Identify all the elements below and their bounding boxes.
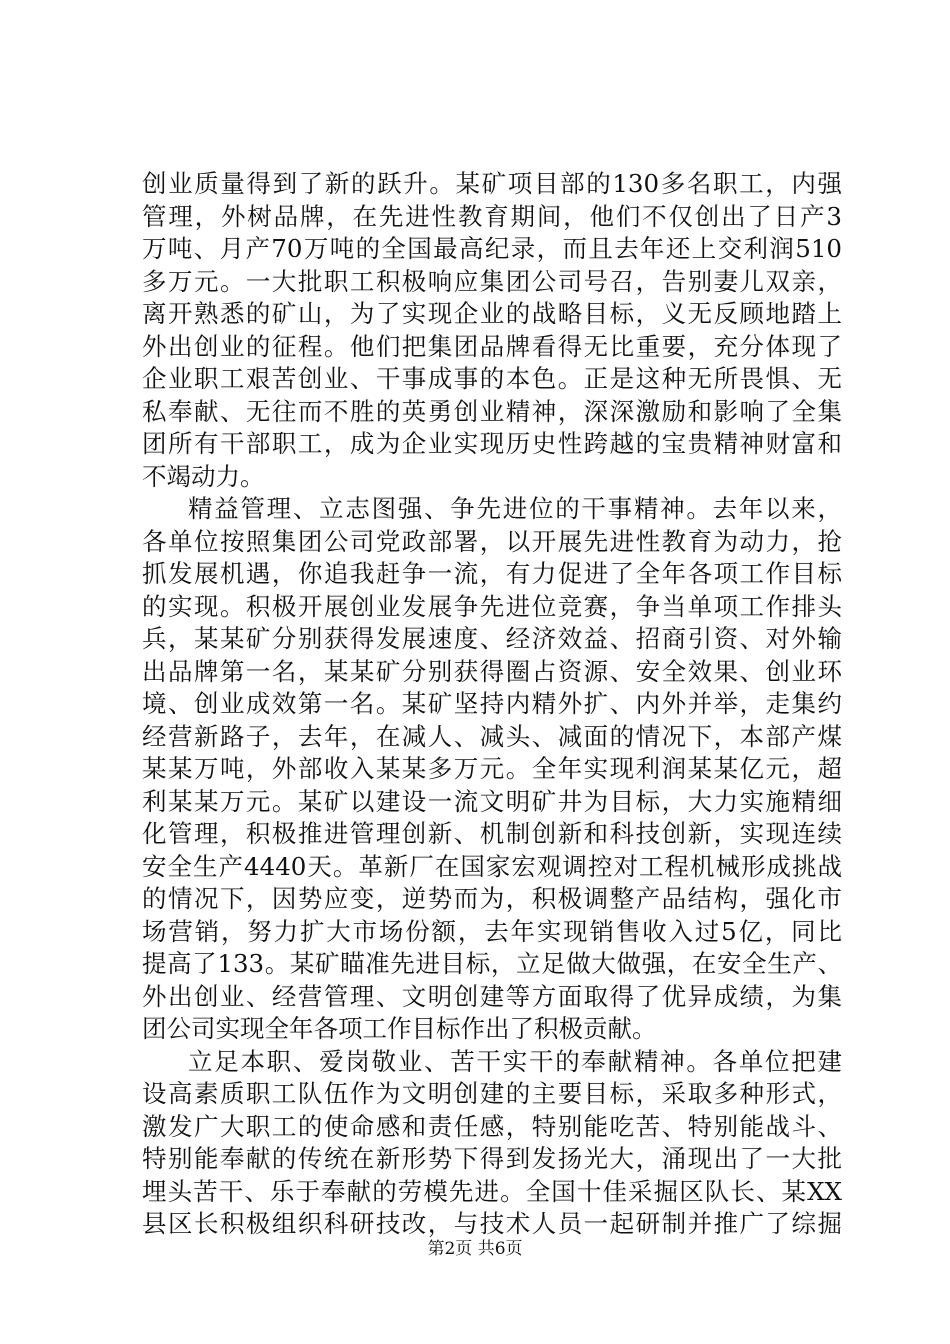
text-line: 私奉献、无往而不胜的英勇创业精神，深深激励和影响了全集 [142,396,842,426]
text-line: 特别能奉献的传统在新形势下得到发扬光大，涌现出了一大批 [142,1144,842,1173]
text-line: 不竭动力。 [142,461,265,491]
text-line: 企业职工艰苦创业、干事成事的本色。正是这种无所畏惧、无 [142,364,842,393]
paragraph [142,493,842,1046]
text-line: 外出创业的征程。他们把集团品牌看得无比重要，充分体现了 [142,331,842,361]
paragraph [142,168,842,493]
text-line: 创业质量得到了新的跃升。某矿项目部的130多名职工，内强 [142,169,842,198]
text-line: 管理，外树品牌，在先进性教育期间，他们不仅创出了日产3 [142,201,842,231]
document-body [142,168,842,1241]
text-line: 利某某万元。某矿以建设一流文明矿井为目标，大力实施精细 [142,786,842,816]
text-line: 抓发展机遇，你追我赶争一流，有力促进了全年各项工作目标 [142,559,842,588]
text-line: 的情况下，因势应变，逆势而为，积极调整产品结构，强化市 [142,884,842,913]
text-line: 精益管理、立志图强、争先进位的干事精神。去年以来， [188,494,842,523]
text-line: 激发广大职工的使命感和责任感，特别能吃苦、特别能战斗、 [142,1111,842,1141]
text-line: 外出创业、经营管理、文明创建等方面取得了优异成绩，为集 [142,981,842,1011]
text-line: 安全生产4440天。革新厂在国家宏观调控对工程机械形成挑战 [142,851,842,881]
text-line: 化管理，积极推进管理创新、机制创新和科技创新，实现连续 [142,819,842,848]
text-line: 出品牌第一名，某某矿分别获得圈占资源、安全效果、创业环 [142,656,842,686]
text-line: 多万元。一大批职工积极响应集团公司号召，告别妻儿双亲， [142,266,842,296]
text-line: 提高了133。某矿瞄准先进目标，立足做大做强，在安全生产、 [142,949,842,978]
text-line: 万吨、月产70万吨的全国最高纪录，而且去年还上交利润510 [142,234,842,263]
text-line: 境、创业成效第一名。某矿坚持内精外扩、内外并举，走集约 [142,689,842,718]
text-line: 立足本职、爱岗敬业、苦干实干的奉献精神。各单位把建 [188,1046,842,1076]
page-footer: 第2页 共6页 [427,1239,523,1259]
text-line: 某某万吨，外部收入某某多万元。全年实现利润某某亿元，超 [142,754,842,783]
text-line: 团所有干部职工，成为企业实现历史性跨越的宝贵精神财富和 [142,429,842,458]
text-line: 团公司实现全年各项工作目标作出了积极贡献。 [142,1014,657,1043]
text-line: 设高素质职工队伍作为文明创建的主要目标，采取多种形式， [142,1079,842,1108]
text-line: 兵，某某矿分别获得发展速度、经济效益、招商引资、对外输 [142,624,842,653]
text-line: 县区长积极组织科研技改，与技术人员一起研制并推广了综掘 [142,1209,842,1238]
text-line: 经营新路子，去年，在减人、减头、减面的情况下，本部产煤 [142,721,842,751]
text-line: 各单位按照集团公司党政部署，以开展先进性教育为动力，抢 [142,526,842,556]
paragraph [142,1046,842,1241]
text-line: 离开熟悉的矿山，为了实现企业的战略目标，义无反顾地踏上 [142,299,842,328]
text-line: 的实现。积极开展创业发展争先进位竞赛，争当单项工作排头 [142,591,842,621]
text-line: 埋头苦干、乐于奉献的劳模先进。全国十佳采掘区队长、某XX [142,1176,842,1206]
text-line: 场营销，努力扩大市场份额，去年实现销售收入过5亿，同比 [142,916,842,946]
